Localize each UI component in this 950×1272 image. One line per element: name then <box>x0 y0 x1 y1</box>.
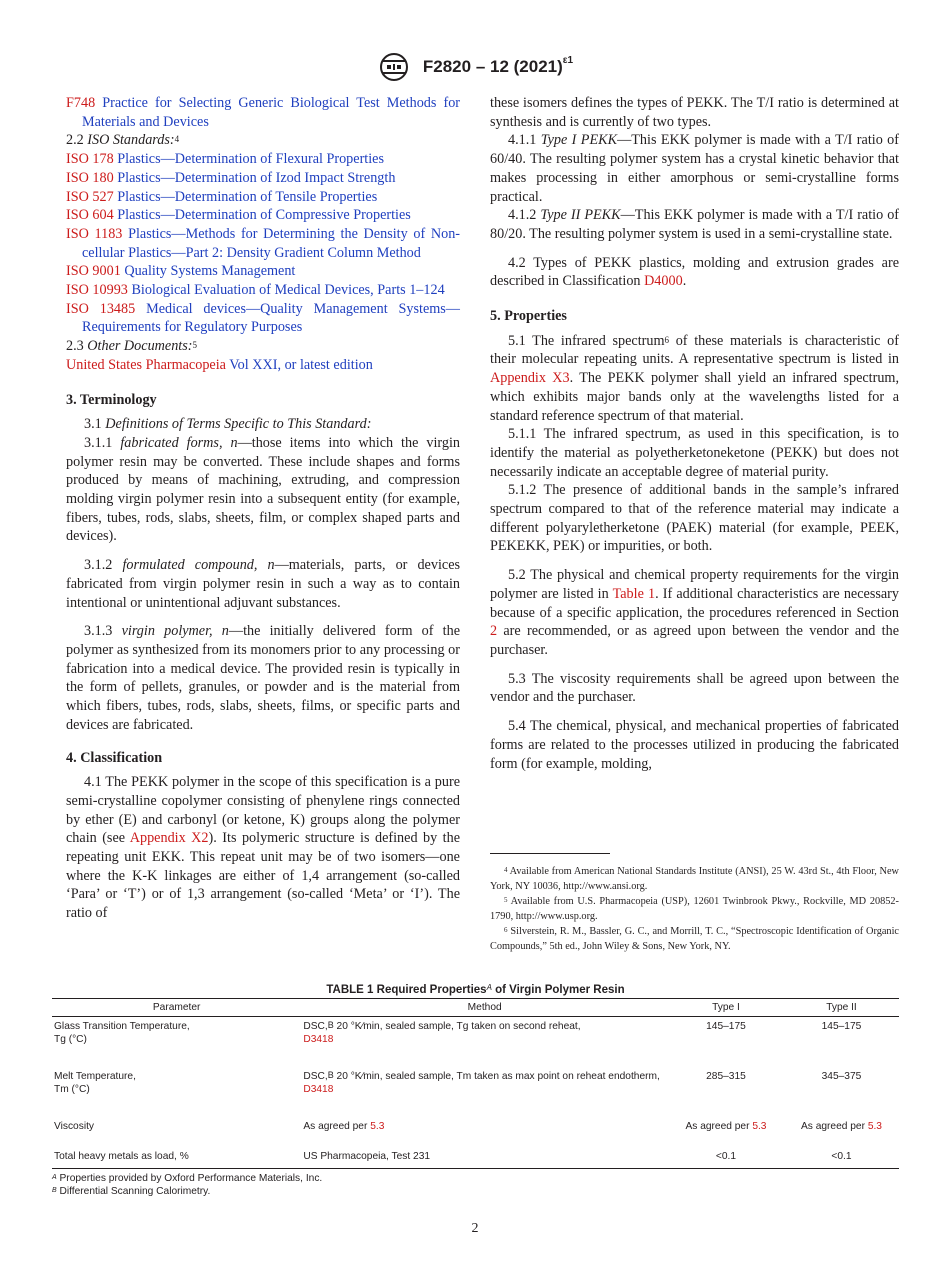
appendix-x2-link[interactable]: Appendix X2 <box>129 830 209 847</box>
cell-parameter: Viscosity <box>54 1121 95 1132</box>
ref-code[interactable]: F748 <box>66 95 96 111</box>
para-3-1-3: 3.1.3 virgin polymer, n—the initially delivered form of the polymer as synthesized from its monomers prior to any processing or fabrication into a medical device. The provided resin is typically in the form of pellets, granules, or powder and is the material from which fibers, tubes, rods, slabs, sheets, films, or specific parts and devices are fabricated. <box>66 623 461 733</box>
ref-item <box>66 262 460 281</box>
d3418-link[interactable]: D3418 <box>303 1034 334 1045</box>
ref-code[interactable]: ISO 527 <box>66 188 114 205</box>
ref-title[interactable]: Quality Systems Management <box>124 263 296 280</box>
ref-code[interactable]: ISO 178 <box>66 151 114 168</box>
ref-item <box>66 300 460 337</box>
ref-title[interactable]: Plastics—Determination of Compressive Properties <box>117 207 411 224</box>
table-note: $^B$ Differential Scanning Calorimetry. <box>52 1186 211 1197</box>
cell-parameter: Melt Temperature, Tm (°C) <box>54 1071 136 1095</box>
table-note: $^A$ Properties provided by Oxford Performance Materials, Inc. <box>52 1173 323 1184</box>
table-row <box>52 1142 899 1169</box>
para-5-1-2: 5.1.2 The presence of additional bands in the sample’s infrared spectrum compared to that of the reference material may indicate a different polyaryletherketone (PAEK) material (for example, PEEK, PEKEKK, PEK) or impurities, or both. <box>490 482 899 555</box>
section-3-title: 3. Terminology <box>66 391 157 408</box>
page-number: 2 <box>471 1221 479 1236</box>
ref-item <box>66 281 460 300</box>
spacer <box>490 244 899 254</box>
ref-title[interactable]: Plastics—Determination of Tensile Properties <box>117 188 378 205</box>
section-5-3-link[interactable]: 5.3 <box>867 1121 882 1132</box>
d4000-link[interactable]: D4000 <box>644 273 683 290</box>
ref-code[interactable]: ISO 1183 <box>66 225 123 242</box>
para-5-3: 5.3 The viscosity requirements shall be agreed upon between the vendor and the purchaser. <box>490 670 899 706</box>
d3418-link[interactable]: D3418 <box>303 1084 334 1095</box>
cell-method: DSC,$^B$ 20 °K⁄min, sealed sample, Tg taken on second reheat, D3418 <box>303 1020 581 1045</box>
para-4-1: 4.1 The PEKK polymer in the scope of this specification is a pure semi-crystalline copolymer consisting of phenylene rings connected by ether (E) and carbonyl (or ketone, K) groups along the polymer chain (see Appendix X2). Its polymeric structure is defined by the repeating unit EKK. This repeat unit may be of two isomers—one where the K-K linkages are either of 1,4 arrangement (so-called ‘Para’ or ‘T’) or of 1,3 arrangement (so-called ‘Meta’ or ‘I’). The ratio of <box>66 774 461 922</box>
iso-standards-heading: 2.2 ISO Standards:$^4$ <box>66 132 180 149</box>
other-documents-heading: 2.3 Other Documents:$^5$ <box>66 338 197 355</box>
ref-title[interactable]: Biological Evaluation of Medical Devices, Parts 1–124 <box>131 282 445 299</box>
cell-method: DSC,$^B$ 20 °K⁄min, sealed sample, Tm taken as max point on reheat endotherm, D3418 <box>303 1070 660 1095</box>
ref-item <box>66 150 460 169</box>
section-5-title: 5. Properties <box>490 308 567 325</box>
table-header-row <box>52 999 899 1017</box>
para-4-1-2: 4.1.2 Type II PEKK—This EKK polymer is made with a T/I ratio of 80/20. The resulting polymer system is used in a semi-crystalline state. <box>490 207 900 242</box>
ref-code[interactable]: ISO 13485 <box>66 300 136 317</box>
spacer <box>490 707 899 717</box>
spacer <box>490 660 899 670</box>
ref-title[interactable]: Practice for Selecting Generic Biological Test Methods for Materials and Devices <box>82 95 461 130</box>
para-4-2: 4.2 Types of PEKK plastics, molding and extrusion grades are described in Classification D4000. <box>490 254 899 290</box>
ref-code[interactable]: ISO 10993 <box>66 282 128 299</box>
right-column <box>490 94 899 773</box>
cell-type-i: <0.1 <box>668 1142 784 1169</box>
table-notes <box>52 1172 899 1198</box>
appendix-x3-link[interactable]: Appendix X3 <box>490 370 570 387</box>
footnote: $^6$ Silverstein, R. M., Bassler, G. C., and Morrill, T. C., “Spectroscopic Identification of Organic Compounds,” 5th ed., John Wiley & Sons, New York, NY. <box>490 926 900 952</box>
para-5-1-1: 5.1.1 The infrared spectrum, as used in this specification, is to identify the material as polyetherketoneketone (PEKK) but does not necessarily indicate an acceptable degree of material purity. <box>490 426 899 480</box>
para-4-1-1: 4.1.1 Type I PEKK—This EKK polymer is made with a T/I ratio of 60/40. The resulting polymer system has a crystal kinetic behavior that makes processing in either amorphous or semi-crystalline forms practical. <box>490 132 900 205</box>
ref-title[interactable]: Plastics—Methods for Determining the Density of Non-cellular Plastics—Part 2: Density Gradient Column Method <box>82 225 461 261</box>
para-3-1-2: 3.1.2 formulated compound, n—materials, parts, or devices fabricated from virgin polymer resin in such a way as to contain intentional or unintentional adjuvant substances. <box>66 557 461 611</box>
ref-item <box>66 356 460 375</box>
ref-code[interactable]: ISO 9001 <box>66 263 121 280</box>
table-row <box>52 1017 899 1059</box>
cell-method: US Pharmacopeia, Test 231 <box>301 1142 668 1169</box>
spacer <box>66 546 460 556</box>
footnote: $^4$ Available from American National Standards Institute (ANSI), 25 W. 43rd St., 4th Floor, New York, NY 10036, http://www.ansi.org. <box>490 866 899 892</box>
table-row <box>52 1058 899 1108</box>
cell-parameter: Total heavy metals as load, % <box>52 1142 301 1169</box>
footnote-divider <box>490 853 610 854</box>
ref-code[interactable]: ISO 180 <box>66 169 114 186</box>
ref-title[interactable]: Plastics—Determination of Izod Impact Strength <box>117 169 396 186</box>
cell-type-i: As agreed per 5.3 <box>685 1121 767 1132</box>
cell-type-ii: 145–175 <box>821 1021 862 1032</box>
para-4-1-cont: these isomers defines the types of PEKK. The T/I ratio is determined at synthesis and is currently of two types. <box>490 95 899 130</box>
cell-method: As agreed per 5.3 <box>303 1121 385 1132</box>
footnotes <box>490 864 899 954</box>
cell-parameter: Glass Transition Temperature, Tg (°C) <box>54 1021 190 1045</box>
ref-title[interactable]: Vol XXI, or latest edition <box>229 356 373 373</box>
ref-item <box>66 225 460 262</box>
col-header-method: Method <box>301 999 668 1017</box>
cell-type-i: 145–175 <box>706 1021 746 1032</box>
ref-code[interactable]: United States Pharmacopeia <box>66 356 226 373</box>
para-3-1: 3.1 Definitions of Terms Specific to This Standard: <box>84 416 372 433</box>
left-column <box>66 94 460 923</box>
ref-item <box>66 206 460 225</box>
section-5-3-link[interactable]: 5.3 <box>752 1121 767 1132</box>
col-header-type-ii: Type II <box>784 999 899 1017</box>
table-1 <box>52 984 899 1198</box>
ref-title[interactable]: Plastics—Determination of Flexural Properties <box>117 151 384 168</box>
ref-item <box>66 94 460 131</box>
properties-table <box>52 998 899 1169</box>
spacer <box>66 612 460 622</box>
para-5-1: 5.1 The infrared spectrum$^6$ of these materials is characteristic of their molecular repeating units. A representative spectrum is listed in Appendix X3. The PEKK polymer shall yield an infrared spectrum, which exhibits major bands only at the wavelengths listed for a standard reference spectrum of that material. <box>490 332 900 424</box>
ref-item <box>66 169 460 188</box>
cell-type-i: 285–315 <box>706 1071 746 1082</box>
section-5-3-link[interactable]: 5.3 <box>370 1121 385 1132</box>
table-row <box>52 1108 899 1142</box>
cell-type-ii: 345–375 <box>821 1071 862 1082</box>
col-header-type-i: Type I <box>668 999 784 1017</box>
ref-code[interactable]: ISO 604 <box>66 207 114 224</box>
cell-type-ii: As agreed per 5.3 <box>800 1121 882 1132</box>
ref-item <box>66 188 460 207</box>
astm-logo-icon <box>377 52 411 82</box>
cell-type-ii: <0.1 <box>784 1142 899 1169</box>
table-1-link[interactable]: Table 1 <box>612 585 656 602</box>
section-4-title: 4. Classification <box>66 749 163 766</box>
para-5-2: 5.2 The physical and chemical property requirements for the virgin polymer are listed in Table 1. If additional characteristics are necessary because of a specific application, the procedures referenced in Section 2 are recommended, or as agreed upon between the vendor and the purchaser. <box>490 567 899 658</box>
designation: F2820 – 12 $(2021)^{\varepsilon 1}$ <box>422 55 574 76</box>
ref-title[interactable]: Medical devices—Quality Management Systems—Requirements for Regulatory Purposes <box>82 300 460 336</box>
table-caption: TABLE 1 Required Properties$^A$ of Virgin Polymer Resin <box>326 983 625 996</box>
page-header <box>0 52 950 82</box>
spacer <box>490 556 899 566</box>
para-3-1-1: 3.1.1 fabricated forms, n—those items into which the virgin polymer resin may be converted. These include shapes and forms produced by means of machining, extruding, and compression molding virgin polymer resin into a subsequent entity (for example, fibers, tubes, rods, slabs, sheets, film, or complex shaped parts and devices). <box>66 434 460 545</box>
para-5-4: 5.4 The chemical, physical, and mechanical properties of fabricated forms are related to the processes utilized in producing the fabricated form (for example, molding, <box>490 718 899 772</box>
footnote: $^5$ Available from U.S. Pharmacopeia (USP), 12601 Twinbrook Pkwy., Rockville, MD 20852-1790, http://www.usp.org. <box>490 896 899 922</box>
section-2-link[interactable]: 2 <box>490 623 498 640</box>
col-header-parameter: Parameter <box>52 999 301 1017</box>
